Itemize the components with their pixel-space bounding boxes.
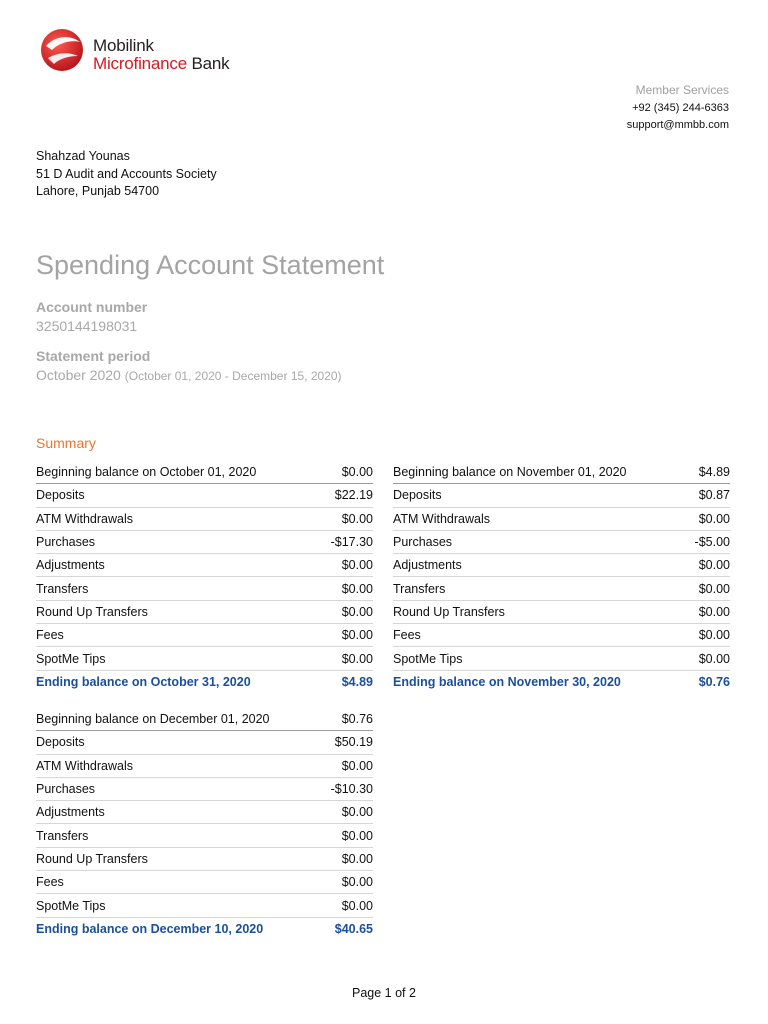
summary-heading: Summary [36,435,96,451]
row-amount: -$17.30 [330,535,373,550]
member-services [627,82,729,135]
row-amount: $0.00 [341,875,373,890]
summary-table-december [36,708,373,941]
table-row [36,601,373,624]
row-label: SpotMe Tips [393,651,463,666]
row-label: ATM Withdrawals [393,511,491,526]
table-row [36,647,373,670]
summary-table-november [393,461,730,694]
row-label: Deposits [36,735,85,750]
logo-mark-icon [38,26,86,74]
table-row [393,461,730,484]
table-row [36,508,373,531]
logo-name-microfinance: Microfinance [93,54,187,73]
account-number: 3250144198031 [36,318,138,334]
row-amount: $0.00 [341,828,373,843]
table-row [36,554,373,577]
ending-amount: $0.76 [698,675,730,690]
row-label: Purchases [393,535,453,550]
row-label: Round Up Transfers [393,604,505,619]
row-label: Adjustments [36,805,105,820]
statement-period-month: October 2020 [36,367,121,383]
row-amount: $0.00 [341,651,373,666]
address-city: Lahore, Punjab 54700 [36,184,160,198]
row-amount: $0.00 [698,558,730,573]
row-label: Deposits [36,488,85,503]
logo-name-line2 [93,54,229,74]
ending-label: Ending balance on October 31, 2020 [36,675,251,690]
table-row [36,894,373,917]
row-label: Adjustments [36,558,105,573]
table-row [36,484,373,507]
row-label: Purchases [36,535,96,550]
table-row [36,848,373,871]
row-amount: $0.00 [341,805,373,820]
logo-name-line1: Mobilink [93,36,154,55]
mailing-address [36,148,217,201]
row-amount: $4.89 [698,465,730,480]
table-row [36,461,373,484]
address-name: Shahzad Younas [36,149,130,163]
row-label: Round Up Transfers [36,851,148,866]
table-row [393,601,730,624]
row-label: Beginning balance on November 01, 2020 [393,465,627,480]
table-row [36,577,373,600]
logo-name-bank: Bank [191,54,230,73]
row-label: Purchases [36,782,96,797]
bank-logo [38,26,278,78]
row-amount: $0.00 [698,628,730,643]
row-amount: $22.19 [334,488,373,503]
row-label: Deposits [393,488,442,503]
table-row [36,531,373,554]
table-row [36,801,373,824]
table-row [36,624,373,647]
row-amount: -$5.00 [694,535,730,550]
row-amount: $50.19 [334,735,373,750]
row-amount: $0.00 [698,651,730,666]
row-amount: -$10.30 [330,782,373,797]
row-label: ATM Withdrawals [36,511,134,526]
row-amount: $0.00 [698,511,730,526]
row-label: Transfers [393,581,446,596]
row-label: Fees [36,875,64,890]
ending-label: Ending balance on December 10, 2020 [36,922,264,937]
table-row [393,647,730,670]
address-street: 51 D Audit and Accounts Society [36,166,217,181]
table-row [36,871,373,894]
table-row [36,731,373,754]
row-label: Beginning balance on December 01, 2020 [36,712,270,727]
row-label: Transfers [36,581,89,596]
summary-table-october [36,461,373,694]
account-number-label: Account number [36,299,148,315]
row-amount: $0.00 [698,604,730,619]
row-amount: $0.00 [341,581,373,596]
table-row [393,624,730,647]
row-amount: $0.00 [341,558,373,573]
member-services-phone: +92 (345) 244-6363 [632,101,729,114]
ending-balance-row [393,671,730,694]
page-number: Page 1 of 2 [352,986,416,1000]
row-amount: $0.00 [341,898,373,913]
table-row [393,531,730,554]
row-label: Transfers [36,828,89,843]
row-label: Beginning balance on October 01, 2020 [36,465,257,480]
row-amount: $0.87 [698,488,730,503]
table-row [393,554,730,577]
row-amount: $0.00 [341,628,373,643]
row-amount: $0.00 [341,604,373,619]
statement-period-range: (October 01, 2020 - December 15, 2020) [124,369,342,383]
row-label: Adjustments [393,558,462,573]
ending-amount: $40.65 [334,922,373,937]
row-label: Fees [393,628,421,643]
statement-period [36,367,342,383]
ending-balance-row [36,918,373,941]
row-label: SpotMe Tips [36,651,106,666]
member-services-email[interactable]: support@mmbb.com [626,119,729,131]
table-row [393,577,730,600]
row-amount: $0.00 [341,465,373,480]
row-label: Fees [36,628,64,643]
table-row [36,708,373,731]
member-services-label: Member Services [635,83,729,97]
row-label: Round Up Transfers [36,604,148,619]
ending-balance-row [36,671,373,694]
table-row [36,755,373,778]
table-row [393,508,730,531]
ending-amount: $4.89 [341,675,373,690]
statement-title: Spending Account Statement [36,250,385,280]
row-amount: $0.76 [341,712,373,727]
table-row [393,484,730,507]
row-amount: $0.00 [341,758,373,773]
row-amount: $0.00 [341,851,373,866]
table-row [36,778,373,801]
row-amount: $0.00 [341,511,373,526]
table-row [36,824,373,847]
row-label: SpotMe Tips [36,898,106,913]
row-amount: $0.00 [698,581,730,596]
statement-period-label: Statement period [36,348,151,364]
row-label: ATM Withdrawals [36,758,134,773]
ending-label: Ending balance on November 30, 2020 [393,675,621,690]
